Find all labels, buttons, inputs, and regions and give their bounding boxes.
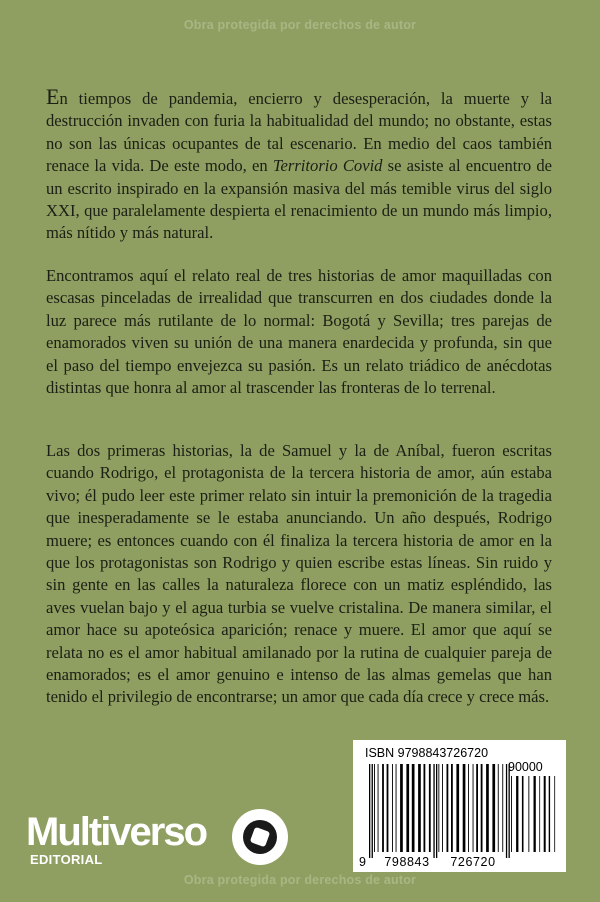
barcode-bar [406, 764, 409, 852]
barcode-bar [424, 764, 426, 852]
paragraph-1-text-a: n tiempos de pandemia, encierro y desesperación, la muerte y la destrucción invaden con furia la habitualidad del mundo; no obstante, estas no son las únicas ocupantes de tal escenario. En medio del caos también renace la vida. De este modo, en [46, 89, 552, 176]
barcode-bar [447, 764, 449, 852]
barcode-bar [534, 776, 536, 852]
blurb-paragraph-3: Las dos primeras historias, la de Samuel y la de Aníbal, fueron escritas cuando Rodrigo, el protagonista de la tercera historia de amor, aún estaba vivo; él pudo leer este primer relato sin intuir la premonición de la tragedia que inesperadamente se le estaba anunciando. Un año después, Rodrigo muere; es entonces cuando con él finaliza la tercera historia de amor en la que los protagonistas son Rodrigo y quien escribe estas líneas. Sin ruido y sin gente en las calles la naturaleza florece con un matiz espléndido, las aves vuelan bajo y el agua turbia se vuelve cristalina. De manera similar, el amor hace su apoteósica aparición; renace y muere. El amor que aquí se relata no es el amor habitual amilanado por la rutina de cualquier pareja de enamorados; es el amor genuino e intenso de las almas gemelas que han tenido el privilegio de encontrarse; un amor que cada día crece y crece más. [46, 441, 552, 707]
barcode-bar [369, 764, 370, 858]
drop-cap: E [46, 84, 60, 109]
publisher-subtitle: EDITORIAL [30, 852, 103, 867]
publisher-mark-icon [230, 807, 290, 867]
barcode-bar [522, 776, 524, 852]
barcode-bar [412, 764, 415, 852]
publisher-logo [26, 810, 296, 872]
barcode-bar [382, 764, 384, 852]
barcode-bar [528, 776, 529, 852]
barcode-bar [481, 764, 483, 852]
barcode-bar [429, 764, 431, 852]
barcode-bar [502, 764, 503, 852]
barcode-bar [451, 764, 453, 852]
barcode-bar [511, 776, 512, 852]
blurb-paragraph-2: Encontramos aquí el relato real de tres historias de amor maquilladas con escasas pinceladas de irrealidad que transcurren en dos ciudades donde la luz parece más rutilante de lo normal: Bogotá y Sevilla; tres parejas de enamorados viven su unión de una manera enardecida y profunda, sin que el paso del tiempo envejezca su pasión. Es un relato triádico de anécdotas distintas que honra al amor al trascender las fronteras de lo terrenal. [46, 266, 552, 398]
barcode-bar [516, 776, 518, 852]
barcode-bar [509, 764, 510, 858]
paragraph-1-text-b: se asiste al encuentro de un escrito inspirado en la expansión masiva del más temible virus del siglo XXI, que paralelamente despierta el renacimiento de un mundo más limpio, más nítido y más natural. [46, 156, 552, 243]
price-addon-number: 90000 [508, 760, 543, 774]
book-title: Territorio Covid [272, 156, 383, 176]
barcode-bar [378, 764, 379, 852]
isbn-label: ISBN 9798843726720 [365, 746, 489, 760]
barcode-bar [468, 764, 469, 852]
ean-digits-left: 798843 [384, 855, 430, 869]
barcode-bar [436, 764, 437, 858]
barcode-bar [476, 764, 478, 852]
barcode-bar [442, 764, 443, 852]
ean-digits-right: 726720 [450, 855, 496, 869]
barcode-bar [374, 764, 375, 852]
watermark-bottom: Obra protegida por derechos de autor [183, 873, 417, 887]
blurb-paragraph-1 [46, 86, 552, 245]
barcode-bar [372, 764, 373, 858]
isbn-barcode [353, 740, 566, 872]
barcode-bar [554, 776, 555, 852]
barcode-bar [492, 764, 495, 852]
barcode-bar [498, 764, 499, 852]
publisher-name: Multiverso [26, 810, 207, 854]
barcode-bar [433, 764, 434, 858]
barcode-bar [539, 776, 540, 852]
barcode-bar [544, 776, 546, 852]
barcode-bar [400, 764, 403, 852]
barcode-bar [549, 776, 550, 852]
barcode-bar [456, 764, 459, 852]
barcode-bar [473, 764, 474, 852]
barcode-bar [506, 764, 507, 858]
barcode-bar [438, 764, 439, 852]
barcode-bar [392, 764, 393, 852]
barcode-bar [463, 764, 466, 852]
barcode-bar [486, 764, 489, 852]
ean-first-digit: 9 [359, 855, 366, 869]
barcode-bar [396, 764, 397, 852]
barcode-bar [418, 764, 421, 852]
watermark-top: Obra protegida por derechos de autor [183, 18, 417, 32]
barcode-bar [387, 764, 389, 852]
